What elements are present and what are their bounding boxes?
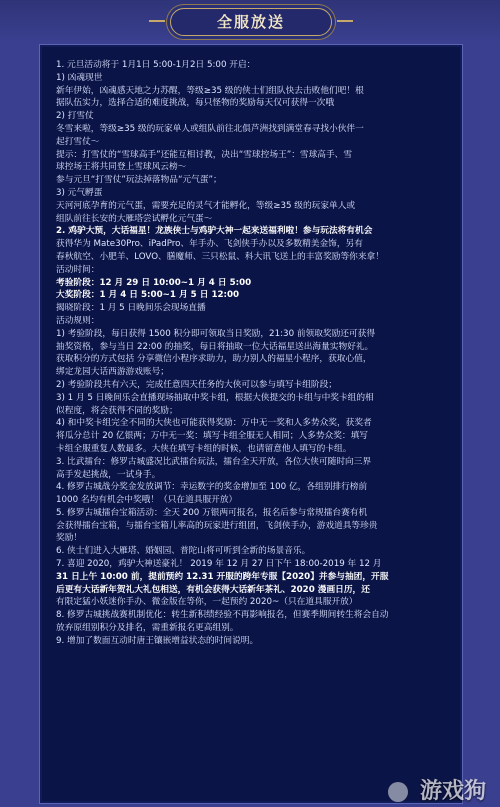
line: 3) 1 月 5 日晚间乐会直播现场抽取中奖卡组，根据大侠提交的卡组与中奖卡组的相 [56, 392, 374, 403]
header-title: 全服放送 [216, 13, 285, 31]
line: 获取积分的方式包括 分享微信小程序求助力，助力别人的福星小程序，获取心值， [56, 354, 372, 365]
line: 1000 名均有机会中奖哦！（只在道具服开放） [56, 495, 238, 506]
line: 绑定龙园大话西游游戏账号； [56, 367, 169, 378]
line: 31 日上午 10:00 前，提前预约 12.31 开服的跨年专服【2020】并参与抽团，开服 [56, 571, 389, 582]
line: 将瓜分总计 20 亿银两；万中无一奖：填写卡组全服无人相同；人多势众奖：填写 [56, 431, 368, 442]
line: 起打雪仗～ [56, 136, 100, 147]
line: 3. 比武擂台：修罗古城盛况比武擂台玩法，擂台全天开放，各位大侠可随时向三界 [56, 456, 372, 467]
line: 后更有大话新年贺礼大礼包相送，有机会获得大话新年茶礼、2020 漫画日历，还 [56, 584, 370, 595]
header-right-ornament [337, 20, 353, 26]
line: 3) 元气孵蛋 [56, 187, 103, 198]
line: 1) 考验阶段，每日获得 1500 积分即可领取当日奖励，21:30 前领取奖励还可获得 [56, 328, 376, 339]
line: 2. 鸡驴大预，大话福星！龙族侠士与鸡驴大神一起来送福利啦！参与玩法将有机会 [56, 226, 373, 237]
line: 大奖阶段：1 月 4 日 5:00~1 月 5 日 12:00 [56, 290, 240, 301]
line: 7. 喜迎 2020，鸡驴大神送豪礼！ 2019 年 12 月 27 日下午 18:00-2019 年 12 月 [56, 559, 382, 570]
line: 6. 侠士们进入大雁塔、婚姻园、普陀山将可听到全新的场景音乐。 [56, 546, 311, 557]
line: 球控场王将共同登上雪球风云榜～ [56, 162, 187, 173]
site-watermark [388, 774, 486, 805]
line: 5. 修罗古城擂台宝箱活动：全天 200 万银两可报名，报名后参与常规擂台赛有机 [56, 507, 368, 518]
line: 奖励！ [56, 533, 83, 544]
line: 天河河底孕育的元气蛋，需要充足的灵气才能孵化，等级≥35 级的玩家单人或 [56, 200, 356, 211]
line: 1) 凶魂现世 [56, 72, 103, 83]
line: 有限定猛小妖迷你手办、微金版在等你，一起预约 2020~（只在道具服开放） [56, 597, 358, 608]
watermark-text: 游戏狗 [419, 779, 486, 804]
line: 新年伊始，凶魂感天地之力苏醒，等级≥35 级的侠士们组队快去击败他们吧！根 [56, 85, 364, 96]
line: 据队伍实力，选择合适的难度挑战，每只怪物的奖励每天仅可获得一次哦 [56, 98, 334, 109]
line: 4. 修罗古城战分奖金发放调节：幸运数字的奖金增加至 100 亿，各组别排行榜前 [56, 482, 368, 493]
watermark-logo-icon [388, 782, 408, 802]
line: 卡组全服重复人数最多。大侠在填写卡组的时候，也请留意他人填写的卡组。 [56, 443, 352, 454]
line: 放弃原组别积分及排名，需重新报名更高组别。 [56, 623, 239, 634]
line: 冬雪来啦，等级≥35 级的玩家单人或组队前往北俱芦洲找到满堂春寻找小伙伴一 [56, 123, 364, 134]
line: 8. 修罗古城挑战赛机制优化：转生新积绩经验不再影响报名，但赛季期间转生将会自动 [56, 610, 389, 621]
line: 活动时间： [56, 264, 100, 275]
line: 9. 增加了数面互动时唐王镶嵌增益状态的时间说明。 [56, 635, 259, 646]
line: 2) 考验阶段共有六天，完成任意四天任务的大侠可以参与填写卡组阶段； [56, 379, 337, 390]
line: 会获得擂台宝箱，与擂台宝箱儿率高的玩家进行组团，飞剑侠手办，游戏道具等珍贵 [56, 520, 378, 531]
line: 获得华为 Mate30Pro、iPadPro、年手办、飞剑侠手办以及多数精美金饰，另有 [56, 239, 363, 250]
line: 参与元旦“打雪仗”玩法掉落物品“元气蛋”； [56, 175, 222, 186]
line: 高手发起挑战，一试身手。 [56, 469, 161, 480]
announcement-panel [39, 44, 463, 804]
line: 活动规则： [56, 315, 100, 326]
line: 组队前往长安的大雁塔尝试孵化元气蛋～ [56, 213, 213, 224]
announcement-text [56, 59, 448, 648]
header-left-ornament [149, 20, 165, 26]
line: 考验阶段：12 月 29 日 10:00~1 月 4 日 5:00 [56, 277, 252, 288]
line: 春秋航空、小肥羊、LOVO、膳魔师、三只松鼠、科大讯飞送上的丰富奖励等你来拿！ [56, 251, 384, 262]
line: 2) 打雪仗 [56, 111, 94, 122]
line: 4) 和中奖卡组完全不同的大侠也可能获得奖励：万中无一奖和人多势众奖，获奖者 [56, 418, 372, 429]
line: 1. 元旦活动将于 1月1日 5:00-1月2日 5:00 开启： [56, 60, 256, 70]
line: 揭晓阶段：1 月 5 日晚间乐会现场直播 [56, 303, 206, 314]
line: 提示：打雪仗的“雪球高手”还能互相讨教，决出“雪球控场王”：雪球高手、雪 [56, 149, 353, 160]
announcement-header [170, 8, 332, 36]
line: 似程度，将会获得不同的奖励； [56, 405, 178, 416]
line: 抽奖资格，参与当日 22:00 的抽奖，每日将抽取一位大话福星送出海量实物好礼。 [56, 341, 374, 352]
